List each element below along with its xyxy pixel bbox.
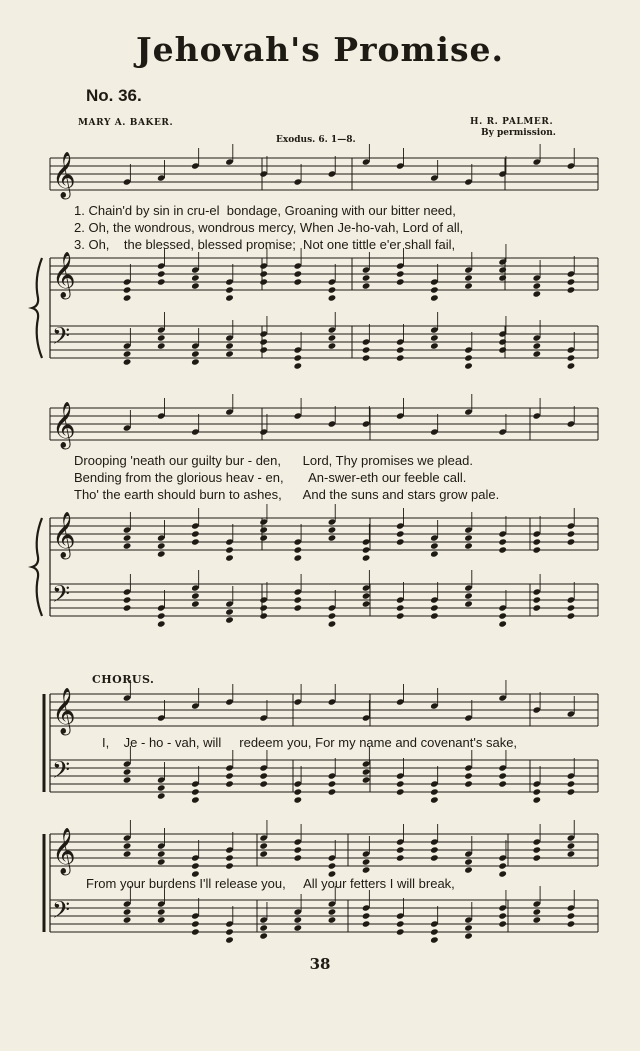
verse-2-line-1: 2. Oh, the wondrous, wondrous mercy, When Je-ho-vah, Lord of all, bbox=[74, 220, 464, 235]
treble-clef-icon: 𝄞 bbox=[52, 252, 76, 298]
bass-clef-icon: 𝄢 bbox=[52, 322, 71, 355]
note-head bbox=[396, 270, 405, 277]
note-head bbox=[294, 924, 303, 931]
note-head bbox=[533, 908, 542, 915]
note-head bbox=[464, 274, 473, 281]
note-head bbox=[157, 792, 166, 799]
scripture-reference: Exodus. 6. 1—8. bbox=[276, 135, 356, 145]
note-head bbox=[123, 542, 132, 549]
note-head bbox=[567, 286, 576, 293]
note-head bbox=[259, 612, 268, 619]
note-head bbox=[533, 854, 542, 861]
chorus-line-1: I, Je - ho - vah, will redeem you, For my name and covenant's sake, bbox=[102, 735, 518, 750]
treble-clef-icon: 𝄞 bbox=[52, 512, 76, 558]
note-head bbox=[362, 282, 371, 289]
note-head bbox=[123, 286, 132, 293]
note-head bbox=[396, 604, 405, 611]
note-head bbox=[464, 866, 473, 873]
note-head bbox=[430, 542, 439, 549]
note-head bbox=[498, 870, 507, 877]
chorus-line-2: From your burdens I'll release you, All your fetters I will break, bbox=[86, 876, 455, 891]
note-head bbox=[123, 768, 132, 775]
note-head bbox=[464, 282, 473, 289]
note-head bbox=[464, 924, 473, 931]
note-head bbox=[533, 796, 542, 803]
note-head bbox=[396, 788, 405, 795]
note-head bbox=[567, 780, 576, 787]
note-head bbox=[362, 354, 371, 361]
note-head bbox=[294, 546, 303, 553]
note-head bbox=[362, 346, 371, 353]
note-head bbox=[533, 916, 542, 923]
note-head bbox=[191, 350, 200, 357]
note-head bbox=[498, 274, 507, 281]
note-head bbox=[225, 554, 234, 561]
note-head bbox=[294, 796, 303, 803]
note-head bbox=[123, 916, 132, 923]
note-head bbox=[328, 526, 337, 533]
note-head bbox=[362, 546, 371, 553]
treble-clef-icon: 𝄞 bbox=[52, 152, 76, 198]
note-head bbox=[362, 858, 371, 865]
note-head bbox=[259, 526, 268, 533]
note-head bbox=[259, 924, 268, 931]
note-head bbox=[225, 936, 234, 943]
note-head bbox=[362, 592, 371, 599]
note-head bbox=[396, 846, 405, 853]
note-head bbox=[259, 278, 268, 285]
system-brace bbox=[32, 518, 42, 616]
note-head bbox=[259, 534, 268, 541]
note-head bbox=[225, 350, 234, 357]
note-head bbox=[567, 612, 576, 619]
note-head bbox=[430, 846, 439, 853]
note-head bbox=[259, 842, 268, 849]
note-head bbox=[191, 862, 200, 869]
note-head bbox=[259, 850, 268, 857]
note-head bbox=[157, 334, 166, 341]
note-head bbox=[191, 538, 200, 545]
note-head bbox=[157, 612, 166, 619]
treble-clef-icon: 𝄞 bbox=[52, 688, 76, 734]
note-head bbox=[533, 846, 542, 853]
note-head bbox=[396, 346, 405, 353]
note-head bbox=[157, 858, 166, 865]
verse-1-line-1: 1. Chain'd by sin in cru-el bondage, Groaning with our bitter need, bbox=[74, 203, 456, 218]
note-head bbox=[294, 270, 303, 277]
note-head bbox=[328, 334, 337, 341]
note-head bbox=[191, 920, 200, 927]
note-head bbox=[225, 854, 234, 861]
chorus-label: CHORUS. bbox=[92, 673, 155, 686]
note-head bbox=[464, 772, 473, 779]
note-head bbox=[328, 780, 337, 787]
note-head bbox=[294, 278, 303, 285]
note-head bbox=[464, 932, 473, 939]
note-head bbox=[191, 274, 200, 281]
note-head bbox=[533, 788, 542, 795]
note-head bbox=[157, 916, 166, 923]
note-head bbox=[123, 604, 132, 611]
note-head bbox=[294, 854, 303, 861]
note-head bbox=[533, 290, 542, 297]
note-head bbox=[294, 554, 303, 561]
note-head bbox=[430, 854, 439, 861]
note-head bbox=[259, 338, 268, 345]
note-head bbox=[294, 362, 303, 369]
note-head bbox=[362, 866, 371, 873]
note-head bbox=[533, 596, 542, 603]
note-head bbox=[362, 920, 371, 927]
note-head bbox=[191, 530, 200, 537]
note-head bbox=[191, 600, 200, 607]
note-head bbox=[294, 354, 303, 361]
note-head bbox=[498, 266, 507, 273]
note-head bbox=[328, 294, 337, 301]
note-head bbox=[567, 278, 576, 285]
note-head bbox=[498, 538, 507, 545]
note-head bbox=[430, 604, 439, 611]
note-head bbox=[157, 270, 166, 277]
note-head bbox=[430, 796, 439, 803]
note-head bbox=[464, 600, 473, 607]
note-head bbox=[396, 780, 405, 787]
note-head bbox=[328, 908, 337, 915]
note-head bbox=[567, 912, 576, 919]
note-head bbox=[328, 862, 337, 869]
note-head bbox=[294, 788, 303, 795]
note-head bbox=[396, 928, 405, 935]
verse-1-line-2: Drooping 'neath our guilty bur - den, Lord, Thy promises we plead. bbox=[74, 453, 473, 468]
note-head bbox=[464, 534, 473, 541]
note-head bbox=[225, 862, 234, 869]
note-head bbox=[430, 612, 439, 619]
note-head bbox=[430, 286, 439, 293]
note-head bbox=[259, 346, 268, 353]
note-head bbox=[430, 928, 439, 935]
note-head bbox=[396, 538, 405, 545]
note-head bbox=[430, 788, 439, 795]
note-head bbox=[328, 342, 337, 349]
note-head bbox=[328, 916, 337, 923]
note-head bbox=[123, 842, 132, 849]
note-head bbox=[430, 334, 439, 341]
permission-note: By permission. bbox=[481, 128, 556, 138]
note-head bbox=[533, 604, 542, 611]
note-head bbox=[294, 596, 303, 603]
system-brace bbox=[32, 258, 42, 358]
note-head bbox=[498, 338, 507, 345]
note-head bbox=[123, 596, 132, 603]
note-head bbox=[362, 776, 371, 783]
note-head bbox=[498, 346, 507, 353]
note-head bbox=[191, 282, 200, 289]
note-head bbox=[157, 342, 166, 349]
treble-clef-icon: 𝄞 bbox=[52, 828, 76, 874]
note-head bbox=[464, 858, 473, 865]
note-head bbox=[567, 538, 576, 545]
note-head bbox=[123, 850, 132, 857]
note-head bbox=[225, 616, 234, 623]
page-number: 38 bbox=[309, 955, 331, 973]
note-head bbox=[464, 362, 473, 369]
note-head bbox=[567, 354, 576, 361]
note-head bbox=[567, 920, 576, 927]
note-head bbox=[157, 542, 166, 549]
note-head bbox=[191, 928, 200, 935]
note-head bbox=[430, 294, 439, 301]
treble-clef-icon: 𝄞 bbox=[52, 402, 76, 448]
note-head bbox=[430, 936, 439, 943]
note-head bbox=[498, 620, 507, 627]
note-head bbox=[328, 788, 337, 795]
note-head bbox=[157, 550, 166, 557]
note-head bbox=[225, 342, 234, 349]
note-head bbox=[294, 604, 303, 611]
note-head bbox=[430, 550, 439, 557]
verse-3-line-2: Tho' the earth should burn to ashes, And the suns and stars grow pale. bbox=[74, 487, 500, 502]
note-head bbox=[157, 278, 166, 285]
note-head bbox=[259, 932, 268, 939]
note-head bbox=[362, 600, 371, 607]
note-head bbox=[123, 350, 132, 357]
note-head bbox=[259, 780, 268, 787]
note-head bbox=[294, 846, 303, 853]
note-head bbox=[567, 850, 576, 857]
note-head bbox=[498, 862, 507, 869]
note-head bbox=[157, 784, 166, 791]
note-head bbox=[157, 908, 166, 915]
hymn-number: No. 36. bbox=[86, 86, 142, 105]
note-head bbox=[259, 604, 268, 611]
note-head bbox=[464, 780, 473, 787]
note-head bbox=[225, 286, 234, 293]
note-head bbox=[498, 920, 507, 927]
note-head bbox=[225, 772, 234, 779]
note-head bbox=[362, 274, 371, 281]
author-credit: MARY A. BAKER. bbox=[78, 118, 174, 128]
note-head bbox=[533, 282, 542, 289]
note-head bbox=[191, 796, 200, 803]
note-head bbox=[498, 772, 507, 779]
note-head bbox=[157, 850, 166, 857]
bass-clef-icon: 𝄢 bbox=[52, 580, 71, 613]
note-head bbox=[259, 270, 268, 277]
note-head bbox=[225, 294, 234, 301]
note-head bbox=[225, 546, 234, 553]
note-head bbox=[259, 772, 268, 779]
verse-2-line-2: Bending from the glorious heav - en, An-swer-eth our feeble call. bbox=[74, 470, 467, 485]
note-head bbox=[533, 350, 542, 357]
note-head bbox=[533, 538, 542, 545]
note-head bbox=[191, 788, 200, 795]
note-head bbox=[328, 286, 337, 293]
composer-credit: H. R. PALMER. bbox=[470, 117, 554, 127]
hymn-title: Jehovah's Promise. bbox=[135, 30, 505, 69]
note-head bbox=[157, 620, 166, 627]
note-head bbox=[567, 530, 576, 537]
note-head bbox=[567, 604, 576, 611]
note-head bbox=[191, 358, 200, 365]
note-head bbox=[498, 912, 507, 919]
note-head bbox=[430, 342, 439, 349]
note-head bbox=[123, 358, 132, 365]
note-head bbox=[362, 912, 371, 919]
note-head bbox=[225, 928, 234, 935]
note-head bbox=[464, 354, 473, 361]
bass-clef-icon: 𝄢 bbox=[52, 896, 71, 929]
note-head bbox=[294, 916, 303, 923]
note-head bbox=[464, 542, 473, 549]
note-head bbox=[225, 608, 234, 615]
bass-clef-icon: 𝄢 bbox=[52, 756, 71, 789]
note-head bbox=[225, 780, 234, 787]
note-head bbox=[396, 530, 405, 537]
note-head bbox=[464, 592, 473, 599]
note-head bbox=[567, 788, 576, 795]
note-head bbox=[328, 534, 337, 541]
note-head bbox=[396, 854, 405, 861]
note-head bbox=[567, 362, 576, 369]
note-head bbox=[328, 612, 337, 619]
note-head bbox=[498, 780, 507, 787]
note-head bbox=[191, 592, 200, 599]
verse-3-line-1: 3. Oh, the blessed, blessed promise; Not one tittle e'er shall fail, bbox=[74, 237, 456, 252]
note-head bbox=[533, 342, 542, 349]
note-head bbox=[362, 768, 371, 775]
note-head bbox=[328, 620, 337, 627]
note-head bbox=[123, 534, 132, 541]
note-head bbox=[396, 278, 405, 285]
note-head bbox=[396, 920, 405, 927]
note-head bbox=[567, 842, 576, 849]
note-head bbox=[498, 612, 507, 619]
note-head bbox=[123, 294, 132, 301]
note-head bbox=[498, 546, 507, 553]
note-head bbox=[123, 776, 132, 783]
note-head bbox=[123, 908, 132, 915]
note-head bbox=[396, 612, 405, 619]
note-head bbox=[396, 354, 405, 361]
note-head bbox=[362, 554, 371, 561]
note-head bbox=[533, 546, 542, 553]
